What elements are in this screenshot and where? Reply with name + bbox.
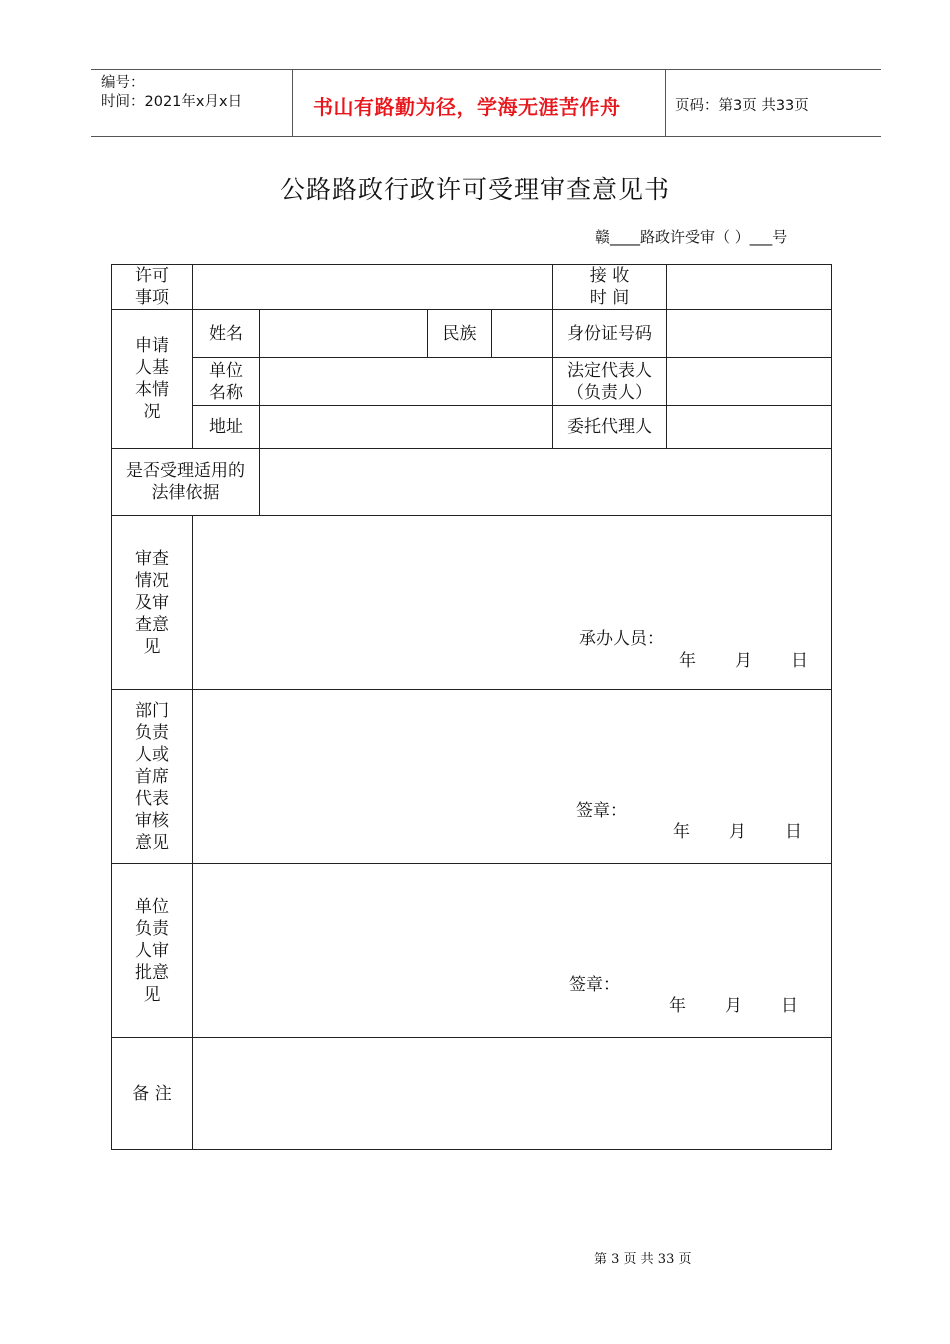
- receive-time-field[interactable]: [667, 265, 832, 310]
- agent-field[interactable]: [667, 406, 832, 449]
- dept-opinion-field[interactable]: [193, 690, 832, 864]
- review-opinion-field[interactable]: [193, 516, 832, 690]
- remarks-field[interactable]: [193, 1038, 832, 1150]
- address-label: 地址: [193, 406, 260, 449]
- legal-rep-label: 法定代表人（负责人）: [553, 358, 667, 406]
- legal-rep-field[interactable]: [667, 358, 832, 406]
- header-number-label: 编号：: [101, 75, 145, 91]
- name-label: 姓名: [193, 310, 260, 358]
- unit-opinion-label: 单位负责人审批意见: [112, 864, 193, 1038]
- header-divider: [665, 69, 666, 136]
- row-legal-basis: [112, 449, 832, 516]
- handler-label: 承办人员：: [579, 629, 664, 649]
- dept-seal-label: 签章：: [576, 801, 627, 821]
- name-field[interactable]: [260, 310, 428, 358]
- page-footer: 第 3 页 共 33 页: [594, 1252, 692, 1267]
- id-number-label: 身份证号码: [553, 310, 667, 358]
- review-opinion-label: 审查情况及审查意见: [112, 516, 193, 690]
- unit-seal-label: 签章：: [569, 975, 620, 995]
- ethnicity-label: 民族: [428, 310, 492, 358]
- row-review-opinion: [112, 516, 832, 690]
- review-date: 年 月 日: [679, 651, 808, 671]
- applicant-info-label: 申请人基本情况: [112, 310, 193, 449]
- unit-name-field[interactable]: [260, 358, 553, 406]
- row-dept-opinion: [112, 690, 832, 864]
- document-number: 赣____路政许受审（ ）___号: [595, 228, 788, 246]
- address-field[interactable]: [260, 406, 553, 449]
- unit-date: 年 月 日: [669, 996, 798, 1016]
- dept-opinion-label: 部门负责人或首席代表审核意见: [112, 690, 193, 864]
- remarks-label: 备 注: [112, 1038, 193, 1150]
- row-address: [112, 406, 832, 449]
- row-permit-item: [112, 265, 832, 310]
- permit-item-field[interactable]: [193, 265, 553, 310]
- header-page-label: 页码：第3页 共33页: [675, 98, 809, 114]
- header-top-rule: [91, 69, 881, 70]
- dept-date: 年 月 日: [673, 822, 802, 842]
- page-title: 公路路政行政许可受理审查意见书: [279, 175, 670, 204]
- legal-basis-field[interactable]: [260, 449, 832, 516]
- unit-opinion-field[interactable]: [193, 864, 832, 1038]
- row-applicant-name: [112, 310, 832, 358]
- row-unit-name: [112, 358, 832, 406]
- agent-label: 委托代理人: [553, 406, 667, 449]
- review-form-table: [111, 264, 832, 1150]
- header-divider: [292, 69, 293, 136]
- row-remarks: [112, 1038, 832, 1150]
- header-bottom-rule: [91, 136, 881, 137]
- legal-basis-label: 是否受理适用的法律依据: [112, 449, 260, 516]
- id-number-field[interactable]: [667, 310, 832, 358]
- receive-time-label: 接 收 时 间: [553, 265, 667, 310]
- header-time-label: 时间：2021年x月x日: [101, 94, 243, 110]
- row-unit-opinion: [112, 864, 832, 1038]
- unit-name-label: 单位名称: [193, 358, 260, 406]
- ethnicity-field[interactable]: [492, 310, 553, 358]
- permit-item-label: 许可事项: [112, 265, 193, 310]
- header-motto: 书山有路勤为径，学海无涯苦作舟: [313, 95, 621, 119]
